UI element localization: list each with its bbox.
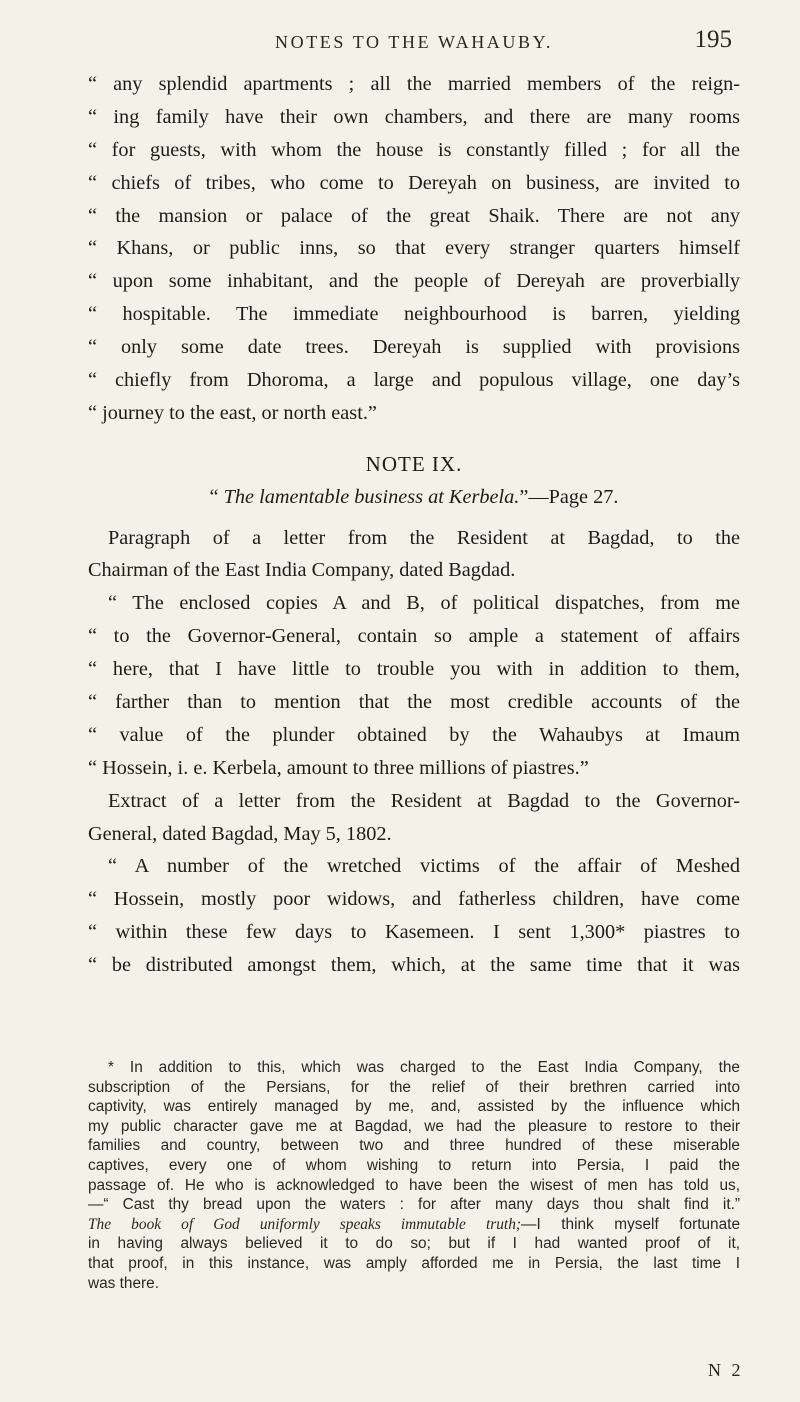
footnote-line: families and country, between two and three hundred of these miserable xyxy=(88,1137,740,1155)
note-caption xyxy=(88,481,740,514)
footnote-line xyxy=(88,1215,740,1235)
text-line: “ the mansion or palace of the great Shaik. There are not any xyxy=(88,204,740,227)
footnote-line: that proof, in this instance, was amply afforded me in Persia, the last time I xyxy=(88,1254,740,1272)
text-line: “ chiefly from Dhoroma, a large and populous village, one day’s xyxy=(88,369,740,392)
text-line: “ journey to the east, or north east.” xyxy=(88,401,377,424)
running-title: NOTES TO THE WAHAUBY. xyxy=(275,32,553,52)
text-line: “ Khans, or public inns, so that every stranger quarters himself xyxy=(88,237,740,260)
text-line: “ A number of the wretched victims of the affair of Meshed xyxy=(108,855,740,878)
note-heading: NOTE IX. xyxy=(365,451,463,476)
spacer xyxy=(88,514,740,522)
text-line: “ be distributed amongst them, which, at the same time that it was xyxy=(88,954,740,977)
footnote-line: captives, every one of whom wishing to return into Persia, I paid the xyxy=(88,1156,740,1174)
text-line: “ hospitable. The immediate neighbourhood is barren, yielding xyxy=(88,303,740,326)
footnote-line: subscription of the Persians, for the relief of their brethren carried into xyxy=(88,1078,740,1096)
text-line: “ The enclosed copies A and B, of political dispatches, from me xyxy=(108,592,740,615)
text-line: “ only some date trees. Dereyah is supplied with provisions xyxy=(88,336,740,359)
spacer xyxy=(88,430,740,448)
text-line: “ for guests, with whom the house is constantly filled ; for all the xyxy=(88,138,740,161)
caption-italic: The lamentable business at Kerbela. xyxy=(223,485,520,508)
text-line: General, dated Bagdad, May 5, 1802. xyxy=(88,822,392,845)
footnote-line: —“ Cast thy bread upon the waters : for after many days thou shalt find it.” xyxy=(88,1196,740,1214)
text-line: “ Hossein, i. e. Kerbela, amount to three millions of piastres.” xyxy=(88,756,589,779)
body-text xyxy=(88,68,740,982)
footnote-italic: The book of God uniformly speaks immutable truth; xyxy=(88,1215,522,1233)
text-line: “ Hossein, mostly poor widows, and fatherless children, have come xyxy=(88,888,740,911)
footnote-line: in having always believed it to do so; but if I had wanted proof of it, xyxy=(88,1235,740,1253)
text-line: “ chiefs of tribes, who come to Dereyah on business, are invited to xyxy=(88,171,740,194)
footnote-line: captivity, was entirely managed by me, and, assisted by the influence which xyxy=(88,1098,740,1116)
caption-page-ref: ”—Page 27. xyxy=(519,485,619,508)
footnote-rest: —I think myself fortunate xyxy=(521,1215,740,1233)
text-line: “ upon some inhabitant, and the people of Dereyah are proverbially xyxy=(88,270,740,293)
text-line: “ ing family have their own chambers, and there are many rooms xyxy=(88,105,740,128)
text-line: Extract of a letter from the Resident at Bagdad to the Governor- xyxy=(108,789,740,812)
footnote-line: passage of. He who is acknowledged to have been the wisest of men has told us, xyxy=(88,1176,740,1194)
footnote-line: my public character gave me at Bagdad, we had the pleasure to restore to their xyxy=(88,1117,740,1135)
page-number: 195 xyxy=(694,26,732,53)
text-line: “ within these few days to Kasemeen. I sent 1,300* piastres to xyxy=(88,921,740,944)
footnote-line: * In addition to this, which was charged to the East India Company, the xyxy=(108,1059,740,1076)
text-line: “ to the Governor-General, contain so ample a statement of affairs xyxy=(88,625,740,648)
caption-quote: “ xyxy=(209,485,224,508)
signature-mark: N 2 xyxy=(708,1360,744,1380)
text-line: Chairman of the East India Company, dated Bagdad. xyxy=(88,559,516,582)
text-line: “ value of the plunder obtained by the Wahaubys at Imaum xyxy=(88,723,740,746)
footnote xyxy=(88,1058,740,1293)
running-head xyxy=(96,24,732,54)
text-line: Paragraph of a letter from the Resident at Bagdad, to the xyxy=(108,526,740,549)
text-line: “ farther than to mention that the most credible accounts of the xyxy=(88,691,740,714)
footnote-line: was there. xyxy=(88,1274,160,1292)
text-line: “ here, that I have little to trouble you with in addition to them, xyxy=(88,658,740,681)
text-line: “ any splendid apartments ; all the married members of the reign- xyxy=(88,73,740,95)
